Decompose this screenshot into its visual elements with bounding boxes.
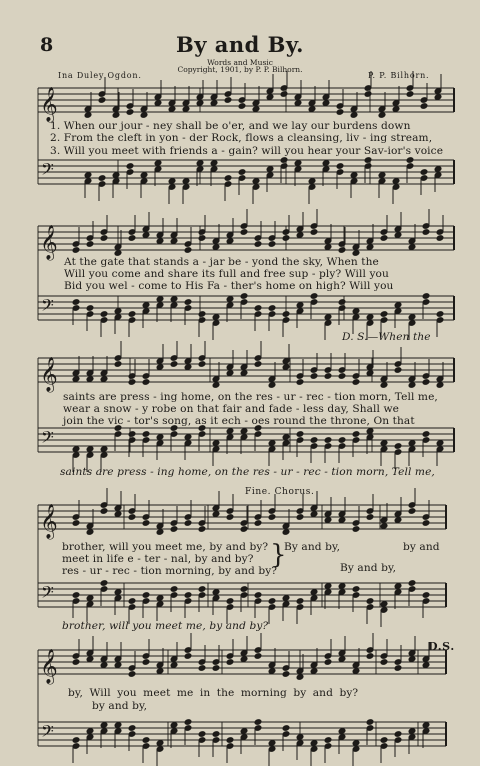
note-head [352, 586, 360, 593]
note-head [170, 526, 178, 533]
verse3-line-system4: res - ur - rec - tion morning, by and by? [62, 565, 278, 577]
note-head [408, 440, 416, 447]
note-head [226, 428, 234, 435]
note-head [422, 431, 430, 438]
note-head [114, 589, 122, 596]
note-head [128, 514, 136, 521]
note-head [128, 379, 136, 386]
note-head [184, 364, 192, 371]
note-head [352, 379, 360, 386]
note-head [310, 511, 318, 518]
ds-mark: D.S. [428, 640, 455, 653]
note-head [366, 719, 374, 726]
note-head [296, 232, 304, 239]
note-head [254, 520, 262, 527]
note-head [268, 305, 276, 312]
note-head [156, 238, 164, 245]
note-head [268, 598, 276, 605]
note-head [170, 296, 178, 303]
treble-clef-icon: 𝄞 [40, 225, 58, 260]
note-head [212, 731, 220, 738]
note-head [408, 244, 416, 251]
note-head [112, 112, 120, 119]
verse1-line-system4: brother, will you meet me, by and by? [62, 541, 269, 553]
note-head [352, 526, 360, 533]
note-head [336, 109, 344, 116]
note-head [254, 305, 262, 312]
note-head [380, 311, 388, 318]
note-head [436, 311, 444, 318]
note-head [142, 520, 150, 527]
note-head [394, 665, 402, 672]
note-head [280, 157, 288, 164]
note-head [184, 247, 192, 254]
chorus-by-and: by and [403, 541, 440, 553]
note-head [156, 595, 164, 602]
note-head [198, 311, 206, 318]
note-head [308, 106, 316, 113]
note-head [170, 586, 178, 593]
note-head [154, 100, 162, 107]
note-head [238, 169, 246, 176]
note-head [184, 719, 192, 726]
note-head [224, 97, 232, 104]
note-head [380, 382, 388, 389]
note-head [408, 382, 416, 389]
note-head [282, 364, 290, 371]
note-head [198, 731, 206, 738]
verse1-line-system1: 1. When our jour - ney shall be o'er, and we lay our burdens down [50, 120, 411, 132]
note-head [392, 178, 400, 185]
note-head [310, 589, 318, 596]
note-head [422, 722, 430, 729]
note-head [72, 520, 80, 527]
note-head [98, 97, 106, 104]
note-head [128, 598, 136, 605]
note-head [408, 656, 416, 663]
note-head [252, 178, 260, 185]
note-head [254, 241, 262, 248]
lyricist-credit: Ina Duley Ogdon. [58, 71, 142, 80]
treble-clef-icon: 𝄞 [40, 504, 58, 539]
note-head [170, 662, 178, 669]
note-head [240, 728, 248, 735]
note-head [282, 671, 290, 678]
note-head [128, 671, 136, 678]
note-head [100, 311, 108, 318]
note-head [408, 728, 416, 735]
note-head [142, 302, 150, 309]
note-head [282, 529, 290, 536]
note-head [294, 160, 302, 167]
note-head [366, 514, 374, 521]
note-head [240, 586, 248, 593]
bass-clef-icon: 𝄢 [41, 295, 54, 319]
note-head [324, 659, 332, 666]
copyright-line: Copyright, 1901, by P. P. Bilhorn. [177, 65, 303, 74]
note-head [350, 172, 358, 179]
note-head [366, 314, 374, 321]
note-head [406, 157, 414, 164]
note-head [406, 91, 414, 98]
note-head [296, 431, 304, 438]
note-head [422, 293, 430, 300]
note-head [324, 314, 332, 321]
note-head [198, 361, 206, 368]
credit-line-1: Words and Music [207, 58, 273, 67]
note-head [366, 653, 374, 660]
note-head [182, 106, 190, 113]
note-head [72, 659, 80, 666]
note-head [142, 659, 150, 666]
note-head [198, 526, 206, 533]
note-head [100, 376, 108, 383]
note-head [72, 446, 80, 453]
note-head [422, 520, 430, 527]
note-head [142, 431, 150, 438]
note-head [142, 592, 150, 599]
note-head [156, 364, 164, 371]
note-head [420, 103, 428, 110]
note-head [310, 668, 318, 675]
note-head [114, 722, 122, 729]
note-head [338, 517, 346, 524]
note-head [170, 238, 178, 245]
note-head [226, 238, 234, 245]
note-head [420, 169, 428, 176]
note-head [394, 367, 402, 374]
note-head [408, 508, 416, 515]
note-head [156, 668, 164, 675]
verse-brace: } [270, 540, 287, 570]
ds-text-system4: brother, will you meet me, by and by? [62, 620, 269, 632]
note-head [212, 665, 220, 672]
bass-clef-icon: 𝄢 [41, 427, 54, 451]
note-head [98, 175, 106, 182]
verse2-line-system4: meet in life e - ter - nal, by and by? [62, 553, 254, 565]
page-number: 8 [40, 34, 54, 56]
verse3-line-system2: Bid you wel - come to His Fa - ther's home on high? Will you [64, 280, 394, 292]
note-head [296, 598, 304, 605]
note-head [282, 434, 290, 441]
verse3-line-system3: join the vic - tor's song, as it ech - oes round the throne, On that [63, 415, 415, 427]
note-head [352, 668, 360, 675]
note-head [86, 446, 94, 453]
note-head [240, 428, 248, 435]
note-head [212, 382, 220, 389]
note-head [254, 592, 262, 599]
note-head [434, 166, 442, 173]
note-head [226, 370, 234, 377]
chorus-by-and-by-2: By and by, [340, 562, 397, 574]
note-head [240, 293, 248, 300]
note-head [422, 592, 430, 599]
note-head [338, 583, 346, 590]
note-head [198, 586, 206, 593]
note-head [86, 728, 94, 735]
note-head [266, 94, 274, 101]
note-head [140, 172, 148, 179]
note-head [268, 740, 276, 747]
note-head [226, 296, 234, 303]
note-head [394, 583, 402, 590]
note-head [310, 740, 318, 747]
note-head [282, 235, 290, 242]
note-head [156, 296, 164, 303]
note-head [86, 595, 94, 602]
verse2-line-system2: Will you come and share its full and free sup - ply? Will you [64, 268, 389, 280]
note-head [408, 580, 416, 587]
note-head [366, 244, 374, 251]
note-head [268, 382, 276, 389]
note-head [282, 725, 290, 732]
note-head [266, 166, 274, 173]
treble-clef-icon: 𝄞 [40, 357, 58, 392]
note-head [436, 235, 444, 242]
note-head [226, 737, 234, 744]
note-head [210, 160, 218, 167]
note-head [364, 91, 372, 98]
note-head [324, 583, 332, 590]
note-head [196, 100, 204, 107]
note-head [240, 526, 248, 533]
note-head [168, 106, 176, 113]
note-head [324, 437, 332, 444]
note-head [156, 434, 164, 441]
note-head [212, 440, 220, 447]
note-head [392, 106, 400, 113]
note-head [100, 580, 108, 587]
note-head [254, 361, 262, 368]
note-head [380, 737, 388, 744]
note-head [184, 592, 192, 599]
note-head [126, 109, 134, 116]
note-head [352, 308, 360, 315]
note-head [352, 431, 360, 438]
note-head [268, 440, 276, 447]
chorus-final-line: by, Will you meet me in the morning by and by? [68, 687, 359, 699]
note-head [100, 722, 108, 729]
note-head [114, 361, 122, 368]
note-head [128, 431, 136, 438]
note-head [336, 163, 344, 170]
note-head [84, 112, 92, 119]
note-head [238, 103, 246, 110]
note-head [268, 241, 276, 248]
note-head [226, 514, 234, 521]
note-head [142, 737, 150, 744]
note-head [296, 514, 304, 521]
composer-credit: P. P. Bilhorn. [368, 71, 430, 80]
note-head [72, 247, 80, 254]
note-head [226, 598, 234, 605]
ds-text-system3: saints are press - ing home, on the res - ur - rec - tion morn, Tell me, [60, 466, 435, 478]
note-head [422, 379, 430, 386]
note-head [254, 719, 262, 726]
verse1-line-system2: At the gate that stands a - jar be - yond the sky, When the [64, 256, 379, 268]
note-head [170, 361, 178, 368]
note-head [268, 514, 276, 521]
note-head [128, 725, 136, 732]
note-head [352, 740, 360, 747]
verse3-line-system1: 3. Will you meet with friends a - gain? will you hear your Sav-ior's voice [50, 145, 444, 157]
note-head [296, 674, 304, 681]
note-head [394, 232, 402, 239]
note-head [254, 653, 262, 660]
note-head [296, 734, 304, 741]
note-head [100, 662, 108, 669]
note-head [184, 653, 192, 660]
note-head [100, 508, 108, 515]
note-head [308, 178, 316, 185]
note-head [436, 382, 444, 389]
note-head [338, 728, 346, 735]
note-head [212, 244, 220, 251]
note-head [338, 299, 346, 306]
note-head [212, 314, 220, 321]
note-head [366, 370, 374, 377]
note-head [364, 157, 372, 164]
note-head [72, 376, 80, 383]
note-head [294, 100, 302, 107]
note-head [224, 175, 232, 182]
bass-clef-icon: 𝄢 [41, 582, 54, 606]
note-head [86, 305, 94, 312]
note-head [156, 529, 164, 536]
note-head [252, 106, 260, 113]
note-head [268, 668, 276, 675]
note-head [240, 370, 248, 377]
hymn-title: By and By. [176, 32, 304, 57]
note-head [114, 511, 122, 518]
note-head [380, 659, 388, 666]
note-head [378, 112, 386, 119]
note-head [324, 373, 332, 380]
note-head [212, 589, 220, 596]
note-head [310, 373, 318, 380]
note-head [184, 434, 192, 441]
verse2-line-system3: wear a snow - y robe on that fair and fade - less day, Shall we [63, 403, 400, 415]
note-head [156, 740, 164, 747]
note-head [210, 100, 218, 107]
note-head [310, 229, 318, 236]
treble-clef-icon: 𝄞 [40, 649, 58, 684]
note-head [324, 737, 332, 744]
note-head [168, 178, 176, 185]
note-head [154, 160, 162, 167]
note-head [114, 662, 122, 669]
note-head [310, 293, 318, 300]
chorus-by-and-by-1: By and by, [284, 541, 341, 553]
note-head [408, 314, 416, 321]
verse2-line-system1: 2. From the cleft in yon - der Rock, flows a cleansing, liv - ing stream, [50, 132, 433, 144]
note-head [100, 446, 108, 453]
note-head [86, 376, 94, 383]
bass-clef-icon: 𝄢 [41, 159, 54, 183]
note-head [72, 592, 80, 599]
note-head [380, 440, 388, 447]
note-head [338, 437, 346, 444]
note-head [366, 598, 374, 605]
note-head [310, 437, 318, 444]
note-head [126, 163, 134, 170]
note-head [86, 656, 94, 663]
note-head [394, 443, 402, 450]
note-head [422, 229, 430, 236]
fine-chorus-label: Fine. Chorus. [245, 487, 315, 497]
note-head [394, 731, 402, 738]
chorus-final-lower: by and by, [92, 700, 148, 712]
note-head [378, 172, 386, 179]
note-head [86, 241, 94, 248]
note-head [350, 112, 358, 119]
note-head [196, 160, 204, 167]
note-head [184, 299, 192, 306]
note-head [170, 722, 178, 729]
verse1-line-system3: saints are press - ing home, on the res - ur - rec - tion morn, Tell me, [63, 391, 438, 403]
note-head [434, 94, 442, 101]
note-head [184, 520, 192, 527]
note-head [394, 302, 402, 309]
note-head [212, 511, 220, 518]
note-head [338, 656, 346, 663]
note-head [366, 428, 374, 435]
note-head [338, 247, 346, 254]
note-head [380, 523, 388, 530]
note-head [86, 529, 94, 536]
note-head [296, 302, 304, 309]
treble-clef-icon: 𝄞 [40, 87, 58, 122]
note-head [142, 232, 150, 239]
note-head [226, 659, 234, 666]
note-head [72, 737, 80, 744]
note-head [182, 178, 190, 185]
note-head [84, 172, 92, 179]
note-head [296, 379, 304, 386]
note-head [114, 308, 122, 315]
note-head [280, 91, 288, 98]
note-head [142, 379, 150, 386]
note-head [322, 160, 330, 167]
note-head [198, 235, 206, 242]
note-head [322, 100, 330, 107]
note-head [380, 235, 388, 242]
ds-text-system2: D. S.—When the [342, 331, 431, 343]
note-head [282, 311, 290, 318]
note-head [140, 112, 148, 119]
note-head [112, 172, 120, 179]
note-head [240, 229, 248, 236]
note-head [338, 373, 346, 380]
bass-clef-icon: 𝄢 [41, 721, 54, 745]
note-head [324, 517, 332, 524]
note-head [282, 595, 290, 602]
note-head [380, 601, 388, 608]
note-head [240, 656, 248, 663]
note-head [324, 244, 332, 251]
note-head [100, 235, 108, 242]
note-head [422, 662, 430, 669]
note-head [198, 665, 206, 672]
note-head [394, 517, 402, 524]
note-head [128, 235, 136, 242]
note-head [72, 299, 80, 306]
note-head [128, 311, 136, 318]
note-head [436, 440, 444, 447]
